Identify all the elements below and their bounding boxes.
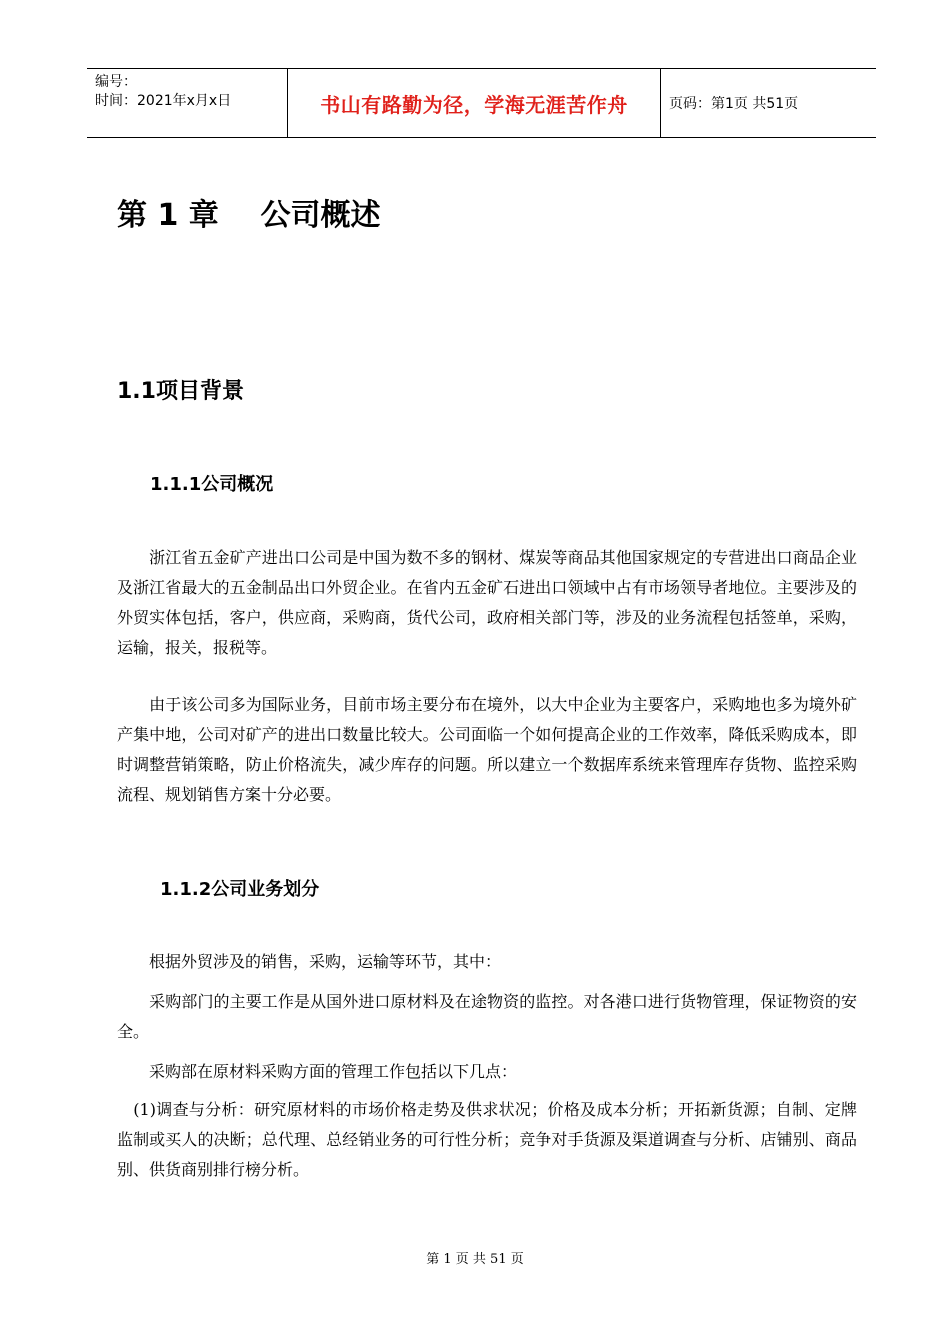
- section-heading-1-1: 1.1项目背景: [117, 379, 244, 404]
- page-header: [87, 68, 876, 138]
- header-page-info-cell: [661, 69, 876, 137]
- header-meta: [87, 69, 288, 137]
- paragraph-purchasing-dept: 采购部门的主要工作是从国外进口原材料及在途物资的监控。对各港口进行货物管理，保证物资的安全。: [117, 992, 857, 1041]
- document-number-label: 编号：: [95, 74, 137, 90]
- paragraph-business-stages: 根据外贸涉及的销售，采购，运输等环节，其中：: [117, 952, 502, 971]
- page-footer: 第 1 页 共 51 页: [426, 1252, 524, 1267]
- document-time-label: 时间：2021年x月x日: [95, 93, 232, 109]
- header-page-info: 页码：第1页 共51页: [669, 96, 799, 112]
- paragraph-business-problem: 由于该公司多为国际业务，目前市场主要分布在境外，以大中企业为主要客户，采购地也多为境外矿产集中地，公司对矿产的进出口数量比较大。公司面临一个如何提高企业的工作效率，降低采购成本，即时调整营销策略，防止价格流失，减少库存的问题。所以建立一个数据库系统来管理库存货物、监控采购流程、规划销售方案十分必要。: [117, 695, 857, 804]
- header-motto: 书山有路勤为径，学海无涯苦作舟: [320, 92, 628, 117]
- chapter-title: 第 1 章 公司概述: [117, 198, 381, 233]
- paragraph-purchasing-tasks-intro: 采购部在原材料采购方面的管理工作包括以下几点：: [117, 1062, 518, 1081]
- section-heading-1-1-2: 1.1.2公司业务划分: [160, 879, 320, 900]
- header-motto-cell: [288, 69, 661, 137]
- section-heading-1-1-1: 1.1.1公司概况: [150, 474, 274, 495]
- paragraph-purchasing-task-1: (1)调查与分析：研究原材料的市场价格走势及供求状况；价格及成本分析；开拓新货源；自制、定牌监制或买人的决断；总代理、总经销业务的可行性分析；竞争对手货源及渠道调查与分析、店铺别、商品别、供货商别排行榜分析。: [117, 1100, 857, 1179]
- paragraph-company-overview: 浙江省五金矿产进出口公司是中国为数不多的钢材、煤炭等商品其他国家规定的专营进出口商品企业及浙江省最大的五金制品出口外贸企业。在省内五金矿石进出口领域中占有市场领导者地位。主要涉及的外贸实体包括，客户，供应商，采购商，货代公司，政府相关部门等，涉及的业务流程包括签单，采购，运输，报关，报税等。: [117, 548, 857, 657]
